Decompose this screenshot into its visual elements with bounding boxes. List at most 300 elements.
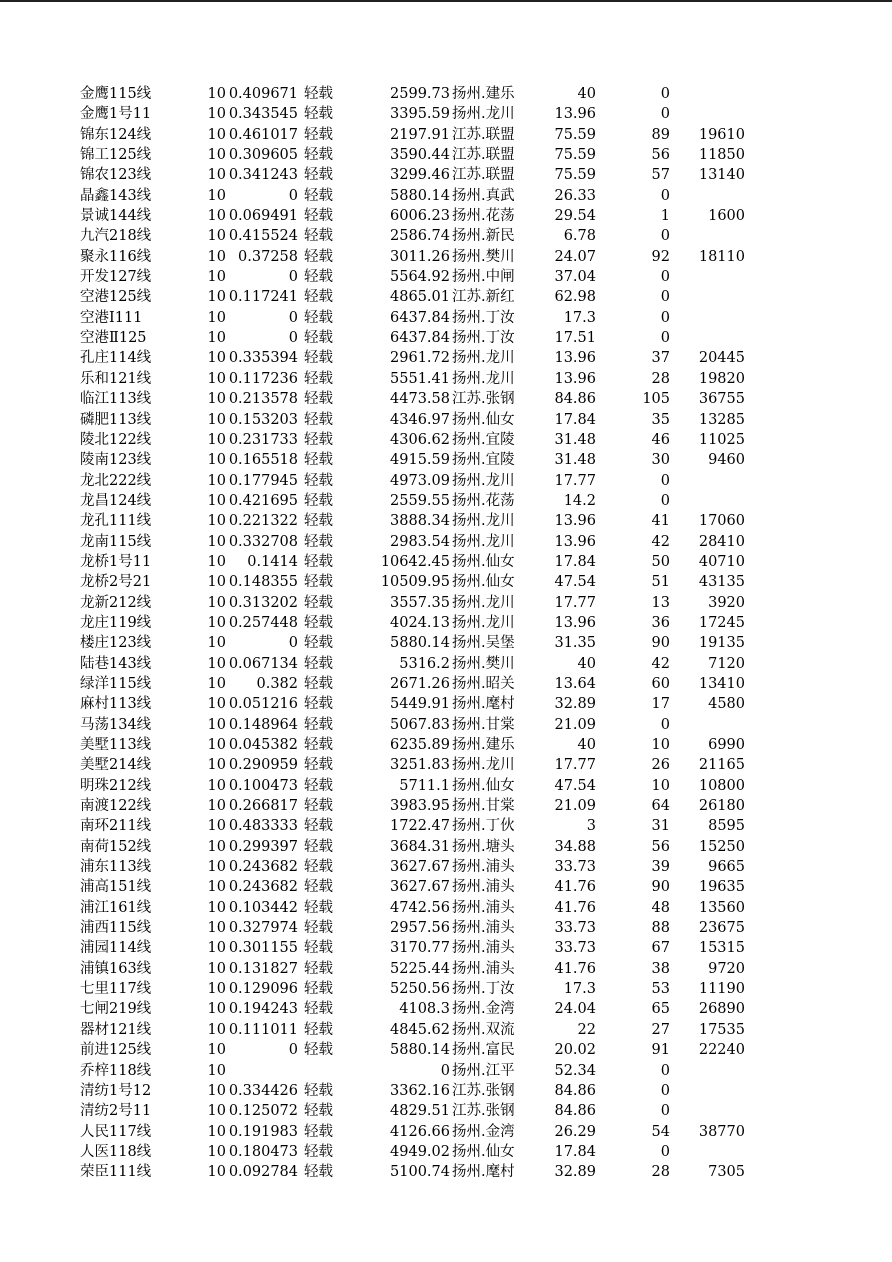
voltage-cell[interactable]: 10 [207,350,226,367]
line-name-cell[interactable]: 磷肥113线 [80,411,151,428]
substation-cell[interactable]: 扬州.龙川 [452,513,515,530]
load-rate-cell[interactable]: 0.461017 [228,126,298,143]
capacity-cell[interactable]: 2671.26 [390,675,450,692]
load-rate-cell[interactable]: 0.165518 [228,452,298,469]
load-rate-cell[interactable]: 0.341243 [228,167,298,184]
voltage-cell[interactable]: 10 [207,228,226,245]
load-status-cell[interactable]: 轻载 [304,818,333,835]
distance-cell[interactable]: 17.84 [554,411,596,428]
value-cell[interactable]: 7120 [708,655,745,672]
capacity-cell[interactable]: 2586.74 [390,228,450,245]
voltage-cell[interactable]: 10 [207,533,226,550]
line-name-cell[interactable]: 浦园114线 [80,940,151,957]
distance-cell[interactable]: 24.04 [554,1001,596,1018]
capacity-cell[interactable]: 5250.56 [390,981,450,998]
capacity-cell[interactable]: 5880.14 [390,1042,450,1059]
value-cell[interactable]: 13410 [698,675,745,692]
voltage-cell[interactable]: 10 [207,513,226,530]
count-cell[interactable]: 57 [651,167,670,184]
capacity-cell[interactable]: 5225.44 [390,960,450,977]
distance-cell[interactable]: 13.64 [554,675,596,692]
load-status-cell[interactable]: 轻载 [304,411,333,428]
load-status-cell[interactable]: 轻载 [304,675,333,692]
load-status-cell[interactable]: 轻载 [304,1143,333,1160]
count-cell[interactable]: 67 [651,940,670,957]
line-name-cell[interactable]: 绿洋115线 [80,675,151,692]
capacity-cell[interactable]: 5316.2 [399,655,450,672]
voltage-cell[interactable]: 10 [207,1001,226,1018]
distance-cell[interactable]: 32.89 [554,696,596,713]
substation-cell[interactable]: 扬州.丁伙 [452,818,515,835]
load-rate-cell[interactable]: 0.129096 [228,981,298,998]
load-status-cell[interactable]: 轻载 [304,777,333,794]
line-name-cell[interactable]: 人民117线 [80,1123,151,1140]
substation-cell[interactable]: 扬州.浦头 [452,920,515,937]
load-rate-cell[interactable]: 0.309605 [228,147,298,164]
capacity-cell[interactable]: 2961.72 [390,350,450,367]
value-cell[interactable]: 3920 [708,594,745,611]
substation-cell[interactable]: 扬州.塘头 [452,838,515,855]
distance-cell[interactable]: 40 [577,737,596,753]
value-cell[interactable]: 40710 [698,553,745,570]
distance-cell[interactable]: 14.2 [563,492,596,509]
line-name-cell[interactable]: 乔梓118线 [80,1062,151,1079]
capacity-cell[interactable]: 4473.58 [390,391,450,408]
load-status-cell[interactable]: 轻载 [304,147,333,164]
substation-cell[interactable]: 扬州.花荡 [452,208,515,225]
line-name-cell[interactable]: 龙桥2号21 [80,574,151,591]
voltage-cell[interactable]: 10 [207,737,226,753]
substation-cell[interactable]: 扬州.仙女 [452,574,515,591]
count-cell[interactable]: 51 [651,574,670,591]
substation-cell[interactable]: 扬州.仙女 [452,553,515,570]
load-status-cell[interactable]: 轻载 [304,330,333,347]
voltage-cell[interactable]: 10 [207,391,226,408]
count-cell[interactable]: 0 [660,1062,670,1079]
count-cell[interactable]: 17 [651,696,670,713]
load-rate-cell[interactable]: 0.103442 [228,899,298,916]
count-cell[interactable]: 0 [660,269,670,286]
count-cell[interactable]: 38 [651,960,670,977]
count-cell[interactable]: 0 [660,1143,670,1160]
load-status-cell[interactable]: 轻载 [304,208,333,225]
load-status-cell[interactable]: 轻载 [304,594,333,611]
voltage-cell[interactable]: 10 [207,1021,226,1038]
count-cell[interactable]: 48 [651,899,670,916]
substation-cell[interactable]: 扬州.龙川 [452,472,515,489]
line-name-cell[interactable]: 七里117线 [80,981,151,998]
distance-cell[interactable]: 26.33 [554,187,596,204]
load-rate-cell[interactable]: 0 [288,187,298,204]
voltage-cell[interactable]: 10 [207,289,226,306]
distance-cell[interactable]: 33.73 [554,859,596,876]
count-cell[interactable]: 56 [651,838,670,855]
distance-cell[interactable]: 31.48 [554,431,596,448]
distance-cell[interactable]: 22 [577,1021,596,1038]
capacity-cell[interactable]: 3299.46 [390,167,450,184]
value-cell[interactable]: 9720 [708,960,745,977]
load-status-cell[interactable]: 轻载 [304,452,333,469]
load-status-cell[interactable]: 轻载 [304,960,333,977]
substation-cell[interactable]: 扬州.双流 [452,1021,515,1038]
distance-cell[interactable]: 17.51 [554,330,596,347]
load-status-cell[interactable]: 轻载 [304,737,333,753]
distance-cell[interactable]: 37.04 [554,269,596,286]
voltage-cell[interactable]: 10 [207,981,226,998]
line-name-cell[interactable]: 聚永116线 [80,248,151,265]
substation-cell[interactable]: 扬州.樊川 [452,248,515,265]
count-cell[interactable]: 13 [651,594,670,611]
capacity-cell[interactable]: 6437.84 [390,309,450,326]
load-rate-cell[interactable]: 0.483333 [228,818,298,835]
substation-cell[interactable]: 江苏.联盟 [452,147,515,164]
distance-cell[interactable]: 41.76 [554,960,596,977]
voltage-cell[interactable]: 10 [207,1164,226,1181]
value-cell[interactable]: 17535 [698,1021,745,1038]
load-rate-cell[interactable]: 0.213578 [228,391,298,408]
load-rate-cell[interactable]: 0.191983 [228,1123,298,1140]
voltage-cell[interactable]: 10 [207,777,226,794]
count-cell[interactable]: 64 [651,798,670,815]
distance-cell[interactable]: 17.84 [554,1143,596,1160]
distance-cell[interactable]: 21.09 [554,798,596,815]
capacity-cell[interactable]: 4973.09 [390,472,450,489]
count-cell[interactable]: 31 [651,818,670,835]
voltage-cell[interactable]: 10 [207,1143,226,1160]
load-status-cell[interactable]: 轻载 [304,879,333,896]
voltage-cell[interactable]: 10 [207,594,226,611]
substation-cell[interactable]: 扬州.花荡 [452,492,515,509]
line-name-cell[interactable]: 麻村113线 [80,696,151,713]
substation-cell[interactable]: 扬州.丁汝 [452,309,515,326]
count-cell[interactable]: 90 [651,879,670,896]
voltage-cell[interactable]: 10 [207,452,226,469]
voltage-cell[interactable]: 10 [207,798,226,815]
load-status-cell[interactable]: 轻载 [304,1164,333,1181]
voltage-cell[interactable]: 10 [207,431,226,448]
load-status-cell[interactable]: 轻载 [304,289,333,306]
load-status-cell[interactable]: 轻载 [304,1042,333,1059]
voltage-cell[interactable]: 10 [207,940,226,957]
substation-cell[interactable]: 扬州.仙女 [452,777,515,794]
count-cell[interactable]: 0 [660,1082,670,1099]
load-rate-cell[interactable]: 0.301155 [228,940,298,957]
capacity-cell[interactable]: 6235.89 [390,737,450,753]
count-cell[interactable]: 10 [651,777,670,794]
count-cell[interactable]: 54 [651,1123,670,1140]
value-cell[interactable]: 9460 [708,452,745,469]
substation-cell[interactable]: 扬州.富民 [452,1042,515,1059]
line-name-cell[interactable]: 清纺2号11 [80,1103,151,1120]
line-name-cell[interactable]: 空港Ⅱ125 [80,330,147,347]
capacity-cell[interactable]: 5067.83 [390,716,450,733]
count-cell[interactable]: 0 [660,492,670,509]
count-cell[interactable]: 65 [651,1001,670,1018]
voltage-cell[interactable]: 10 [207,635,226,652]
line-name-cell[interactable]: 清纺1号12 [80,1082,151,1099]
load-status-cell[interactable]: 轻载 [304,350,333,367]
load-rate-cell[interactable]: 0.290959 [228,757,298,774]
value-cell[interactable]: 6990 [708,737,745,753]
line-name-cell[interactable]: 陵南123线 [80,452,151,469]
count-cell[interactable]: 10 [651,737,670,753]
distance-cell[interactable]: 17.77 [554,757,596,774]
value-cell[interactable]: 21165 [698,757,745,774]
voltage-cell[interactable]: 10 [207,126,226,143]
capacity-cell[interactable]: 3888.34 [390,513,450,530]
substation-cell[interactable]: 扬州.丁汝 [452,330,515,347]
capacity-cell[interactable]: 2197.91 [390,126,450,143]
substation-cell[interactable]: 扬州.中闸 [452,269,515,286]
distance-cell[interactable]: 62.98 [554,289,596,306]
capacity-cell[interactable]: 5564.92 [390,269,450,286]
count-cell[interactable]: 36 [651,614,670,631]
value-cell[interactable]: 10800 [698,777,745,794]
distance-cell[interactable]: 31.48 [554,452,596,469]
load-status-cell[interactable]: 轻载 [304,248,333,265]
count-cell[interactable]: 0 [660,106,670,123]
distance-cell[interactable]: 6.78 [563,228,596,245]
voltage-cell[interactable]: 10 [207,818,226,835]
load-status-cell[interactable]: 轻载 [304,859,333,876]
count-cell[interactable]: 41 [651,513,670,530]
load-rate-cell[interactable]: 0.153203 [228,411,298,428]
distance-cell[interactable]: 41.76 [554,879,596,896]
voltage-cell[interactable]: 10 [207,614,226,631]
capacity-cell[interactable]: 2559.55 [390,492,450,509]
load-rate-cell[interactable]: 0.334426 [228,1082,298,1099]
load-rate-cell[interactable]: 0.148355 [228,574,298,591]
count-cell[interactable]: 28 [651,1164,670,1181]
distance-cell[interactable]: 84.86 [554,1082,596,1099]
line-name-cell[interactable]: 南荷152线 [80,838,151,855]
value-cell[interactable]: 20445 [698,350,745,367]
count-cell[interactable]: 90 [651,635,670,652]
load-rate-cell[interactable]: 0.100473 [228,777,298,794]
distance-cell[interactable]: 75.59 [554,167,596,184]
voltage-cell[interactable]: 10 [207,309,226,326]
capacity-cell[interactable]: 3251.83 [390,757,450,774]
load-rate-cell[interactable]: 0.069491 [228,208,298,225]
load-rate-cell[interactable]: 0.067134 [228,655,298,672]
distance-cell[interactable]: 3 [586,818,596,835]
value-cell[interactable]: 13285 [698,411,745,428]
count-cell[interactable]: 39 [651,859,670,876]
capacity-cell[interactable]: 10509.95 [380,574,450,591]
value-cell[interactable]: 4580 [708,696,745,713]
load-rate-cell[interactable]: 0.117241 [228,289,298,306]
line-name-cell[interactable]: 荣臣111线 [80,1164,151,1181]
value-cell[interactable]: 19610 [698,126,745,143]
load-rate-cell[interactable]: 0.243682 [228,859,298,876]
voltage-cell[interactable]: 10 [207,960,226,977]
capacity-cell[interactable]: 5880.14 [390,187,450,204]
load-rate-cell[interactable]: 0.382 [256,675,298,692]
load-status-cell[interactable]: 轻载 [304,553,333,570]
substation-cell[interactable]: 扬州.浦头 [452,940,515,957]
voltage-cell[interactable]: 10 [207,920,226,937]
count-cell[interactable]: 105 [642,391,670,408]
load-status-cell[interactable]: 轻载 [304,431,333,448]
voltage-cell[interactable]: 10 [207,757,226,774]
line-name-cell[interactable]: 空港125线 [80,289,151,306]
line-name-cell[interactable]: 陵北122线 [80,431,151,448]
line-name-cell[interactable]: 景诚144线 [80,208,151,225]
load-rate-cell[interactable]: 0.125072 [228,1103,298,1120]
distance-cell[interactable]: 17.77 [554,472,596,489]
capacity-cell[interactable]: 3684.31 [390,838,450,855]
voltage-cell[interactable]: 10 [207,1042,226,1059]
voltage-cell[interactable]: 10 [207,716,226,733]
load-rate-cell[interactable]: 0 [288,1042,298,1059]
line-name-cell[interactable]: 浦高151线 [80,879,151,896]
value-cell[interactable]: 19820 [698,370,745,387]
line-name-cell[interactable]: 九汽218线 [80,228,151,245]
distance-cell[interactable]: 32.89 [554,1164,596,1181]
load-status-cell[interactable]: 轻载 [304,370,333,387]
count-cell[interactable]: 50 [651,553,670,570]
line-name-cell[interactable]: 龙南115线 [80,533,151,550]
substation-cell[interactable]: 扬州.麾村 [452,1164,515,1181]
value-cell[interactable]: 19135 [698,635,745,652]
substation-cell[interactable]: 扬州.吴堡 [452,635,515,652]
distance-cell[interactable]: 13.96 [554,350,596,367]
substation-cell[interactable]: 扬州.麾村 [452,696,515,713]
load-rate-cell[interactable]: 0.231733 [228,431,298,448]
distance-cell[interactable]: 17.77 [554,594,596,611]
count-cell[interactable]: 28 [651,370,670,387]
load-status-cell[interactable]: 轻载 [304,187,333,204]
load-rate-cell[interactable]: 0.257448 [228,614,298,631]
capacity-cell[interactable]: 6006.23 [390,208,450,225]
distance-cell[interactable]: 31.35 [554,635,596,652]
load-rate-cell[interactable]: 0.409671 [228,86,298,102]
voltage-cell[interactable]: 10 [207,147,226,164]
substation-cell[interactable]: 扬州.浦头 [452,899,515,916]
voltage-cell[interactable]: 10 [207,838,226,855]
substation-cell[interactable]: 扬州.新民 [452,228,515,245]
value-cell[interactable]: 19635 [698,879,745,896]
capacity-cell[interactable]: 4949.02 [390,1143,450,1160]
distance-cell[interactable]: 26.29 [554,1123,596,1140]
value-cell[interactable]: 38770 [698,1123,745,1140]
line-name-cell[interactable]: 龙昌124线 [80,492,151,509]
load-rate-cell[interactable]: 0.421695 [228,492,298,509]
substation-cell[interactable]: 扬州.金湾 [452,1001,515,1018]
load-rate-cell[interactable]: 0.131827 [228,960,298,977]
distance-cell[interactable]: 33.73 [554,920,596,937]
distance-cell[interactable]: 75.59 [554,126,596,143]
voltage-cell[interactable]: 10 [207,859,226,876]
capacity-cell[interactable]: 0 [440,1062,450,1079]
voltage-cell[interactable]: 10 [207,1123,226,1140]
load-status-cell[interactable]: 轻载 [304,106,333,123]
load-rate-cell[interactable]: 0 [288,269,298,286]
voltage-cell[interactable]: 10 [207,1082,226,1099]
count-cell[interactable]: 27 [651,1021,670,1038]
load-status-cell[interactable]: 轻载 [304,981,333,998]
count-cell[interactable]: 35 [651,411,670,428]
capacity-cell[interactable]: 2957.56 [390,920,450,937]
load-rate-cell[interactable]: 0.180473 [228,1143,298,1160]
substation-cell[interactable]: 扬州.浦头 [452,859,515,876]
value-cell[interactable]: 22240 [698,1042,745,1059]
distance-cell[interactable]: 40 [577,655,596,672]
voltage-cell[interactable]: 10 [207,167,226,184]
value-cell[interactable]: 26180 [698,798,745,815]
load-status-cell[interactable]: 轻载 [304,635,333,652]
count-cell[interactable]: 0 [660,1103,670,1120]
count-cell[interactable]: 0 [660,330,670,347]
load-status-cell[interactable]: 轻载 [304,391,333,408]
capacity-cell[interactable]: 3590.44 [390,147,450,164]
load-status-cell[interactable]: 轻载 [304,167,333,184]
substation-cell[interactable]: 扬州.昭关 [452,675,515,692]
distance-cell[interactable]: 21.09 [554,716,596,733]
load-status-cell[interactable]: 轻载 [304,899,333,916]
load-rate-cell[interactable]: 0.1414 [247,553,298,570]
capacity-cell[interactable]: 4915.59 [390,452,450,469]
count-cell[interactable]: 1 [660,208,670,225]
capacity-cell[interactable]: 3627.67 [390,859,450,876]
load-status-cell[interactable]: 轻载 [304,716,333,733]
voltage-cell[interactable]: 10 [207,411,226,428]
capacity-cell[interactable]: 4126.66 [390,1123,450,1140]
load-status-cell[interactable]: 轻载 [304,614,333,631]
count-cell[interactable]: 0 [660,472,670,489]
substation-cell[interactable]: 扬州.甘棠 [452,798,515,815]
capacity-cell[interactable]: 4306.62 [390,431,450,448]
distance-cell[interactable]: 75.59 [554,147,596,164]
value-cell[interactable]: 13560 [698,899,745,916]
line-name-cell[interactable]: 浦东113线 [80,859,151,876]
line-name-cell[interactable]: 浦西115线 [80,920,151,937]
load-rate-cell[interactable]: 0.299397 [228,838,298,855]
count-cell[interactable]: 56 [651,147,670,164]
voltage-cell[interactable]: 10 [207,370,226,387]
line-name-cell[interactable]: 锦东124线 [80,126,151,143]
capacity-cell[interactable]: 3557.35 [390,594,450,611]
load-status-cell[interactable]: 轻载 [304,1103,333,1120]
distance-cell[interactable]: 52.34 [554,1062,596,1079]
voltage-cell[interactable]: 10 [207,655,226,672]
load-status-cell[interactable]: 轻载 [304,309,333,326]
capacity-cell[interactable]: 3362.16 [390,1082,450,1099]
count-cell[interactable]: 0 [660,187,670,204]
capacity-cell[interactable]: 4845.62 [390,1021,450,1038]
distance-cell[interactable]: 84.86 [554,1103,596,1120]
load-rate-cell[interactable]: 0.415524 [228,228,298,245]
voltage-cell[interactable]: 10 [207,574,226,591]
substation-cell[interactable]: 扬州.宜陵 [452,431,515,448]
load-rate-cell[interactable]: 0.266817 [228,798,298,815]
load-status-cell[interactable]: 轻载 [304,228,333,245]
line-name-cell[interactable]: 龙新212线 [80,594,151,611]
substation-cell[interactable]: 扬州.龙川 [452,614,515,631]
line-name-cell[interactable]: 锦农123线 [80,167,151,184]
substation-cell[interactable]: 扬州.龙川 [452,594,515,611]
load-rate-cell[interactable]: 0.221322 [228,513,298,530]
load-rate-cell[interactable]: 0.148964 [228,716,298,733]
load-rate-cell[interactable]: 0.243682 [228,879,298,896]
capacity-cell[interactable]: 2599.73 [390,86,450,102]
substation-cell[interactable]: 江苏.张钢 [452,1082,515,1099]
count-cell[interactable]: 46 [651,431,670,448]
distance-cell[interactable]: 13.96 [554,533,596,550]
distance-cell[interactable]: 17.3 [563,981,596,998]
count-cell[interactable]: 26 [651,757,670,774]
substation-cell[interactable]: 扬州.樊川 [452,655,515,672]
